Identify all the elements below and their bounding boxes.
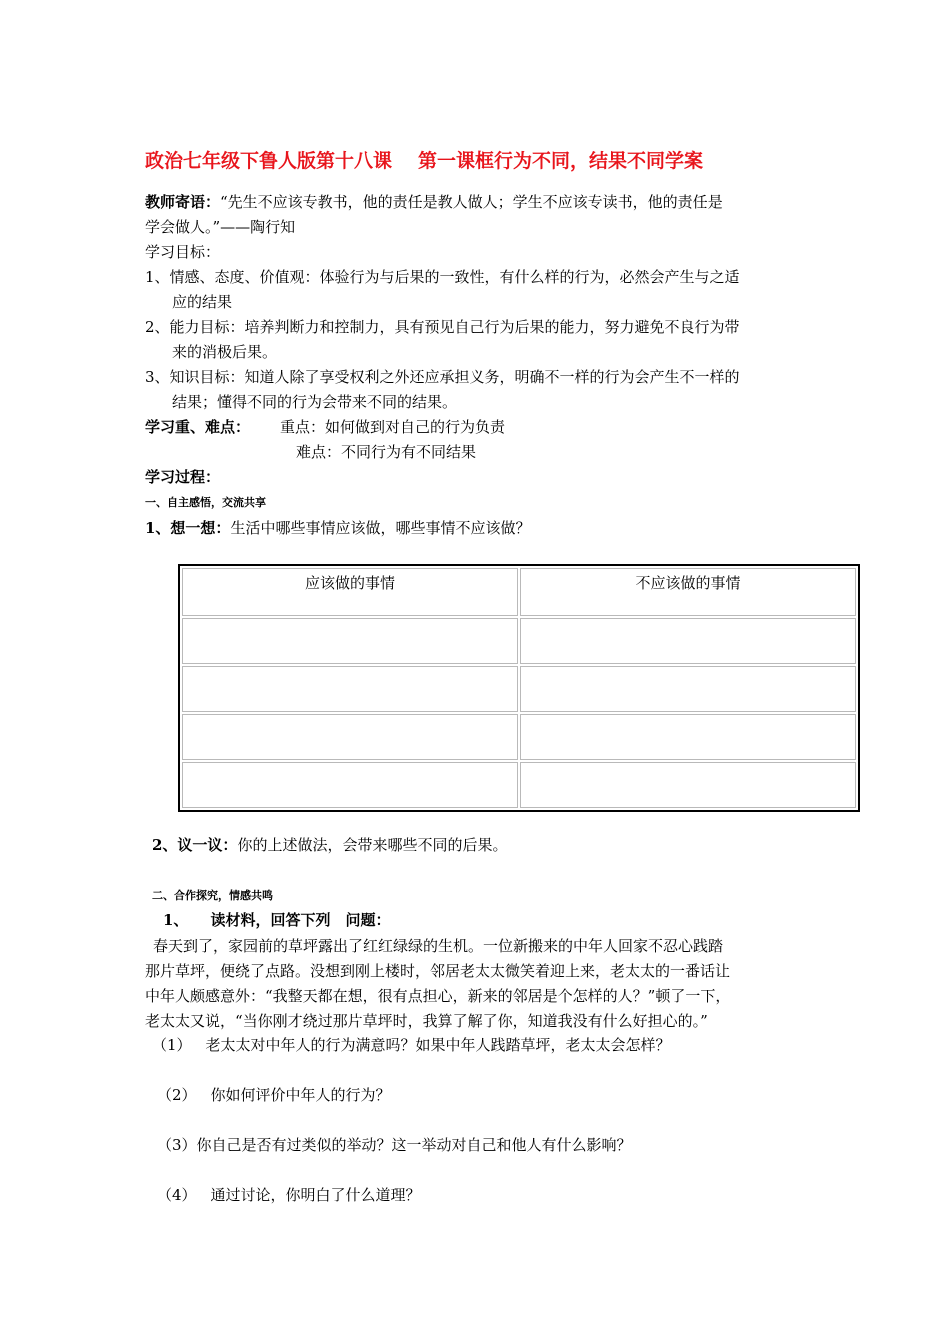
table-cell[interactable]: [520, 618, 856, 664]
table-row: [182, 618, 856, 664]
table-cell[interactable]: [182, 762, 518, 808]
table-row: [182, 714, 856, 760]
table-cell[interactable]: [182, 714, 518, 760]
table-header-should: 应该做的事情: [182, 568, 518, 616]
table-cell[interactable]: [182, 618, 518, 664]
sub-question-1: （1） 老太太对中年人的行为满意吗？如果中年人践踏草坪，老太太会怎样？: [152, 1036, 671, 1054]
title-part2: 第一课框行为不同，结果不同学案: [418, 150, 704, 172]
table-cell[interactable]: [520, 714, 856, 760]
section-2-heading: 二、合作探究，情感共鸣: [152, 889, 273, 902]
table-cell[interactable]: [182, 666, 518, 712]
story-line-1: 春天到了，家园前的草坪露出了红红绿绿的生机。一位新搬来的中年人回家不忍心践踏: [153, 937, 724, 955]
goal-2-line2: 来的消极后果。: [172, 343, 278, 361]
table-cell[interactable]: [520, 762, 856, 808]
goal-1-line2: 应的结果: [172, 293, 233, 311]
table-row: [182, 762, 856, 808]
section-1-heading: 一、自主感悟，交流共享: [145, 496, 266, 509]
table-header-row: [182, 568, 856, 616]
story-line-3: 中年人颇感意外：“我整天都在想，很有点担心，新来的邻居是个怎样的人？”顿了一下，: [145, 987, 731, 1005]
table-cell[interactable]: [520, 666, 856, 712]
story-line-4: 老太太又说，“当你刚才绕过那片草坪时，我算了解了你，知道我没有什么好担心的。”: [145, 1012, 708, 1030]
table-header-should-not: 不应该做的事情: [520, 568, 856, 616]
question-1-text: 生活中哪些事情应该做，哪些事情不应该做？: [230, 519, 531, 537]
page-title: [145, 150, 703, 174]
question-2: [152, 836, 507, 855]
table-row: [182, 666, 856, 712]
should-do-table: [178, 564, 860, 812]
question-2-text: 你的上述做法，会带来哪些不同的后果。: [237, 836, 508, 854]
goal-3-line2: 结果；懂得不同的行为会带来不同的结果。: [172, 393, 458, 411]
focus-difficulty: 难点：不同行为有不同结果: [296, 443, 477, 461]
sub-question-4: （4） 通过讨论，你明白了什么道理？: [157, 1186, 421, 1204]
sub-question-2: （2） 你如何评价中年人的行为？: [157, 1086, 391, 1104]
goal-1-line1: 1、情感、态度、价值观：体验行为与后果的一致性，有什么样的行为，必然会产生与之适: [145, 268, 740, 286]
title-part1: 政治七年级下鲁人版第十八课: [145, 150, 393, 172]
sub-question-3: （3）你自己是否有过类似的举动？这一举动对自己和他人有什么影响？: [157, 1136, 632, 1154]
reading-task-text: 读材料，回答下列 问题：: [210, 911, 391, 929]
focus-label: 学习重、难点：: [145, 418, 251, 436]
question-2-label: 2、议一议：: [152, 836, 238, 854]
teacher-words-label: 教师寄语：: [145, 193, 221, 211]
reading-task: [163, 911, 390, 930]
goals-heading: 学习目标：: [145, 243, 221, 261]
question-1: [145, 519, 530, 538]
goal-2-line1: 2、能力目标：培养判断力和控制力，具有预见自己行为后果的能力，努力避免不良行为带: [145, 318, 740, 336]
teacher-words-line2: 学会做人。”——陶行知: [145, 218, 296, 236]
story-line-2: 那片草坪，便绕了点路。没想到刚上楼时，邻居老太太微笑着迎上来，老太太的一番话让: [145, 962, 731, 980]
process-heading: 学习过程：: [145, 468, 221, 486]
teacher-words-line1: 教师寄语：“先生不应该专教书，他的责任是教人做人；学生不应该专读书，他的责任是: [145, 193, 723, 211]
focus-key-point: 重点：如何做到对自己的行为负责: [280, 418, 506, 436]
goal-3-line1: 3、知识目标：知道人除了享受权利之外还应承担义务，明确不一样的行为会产生不一样的: [145, 368, 740, 386]
reading-task-number: 1、: [163, 911, 189, 929]
question-1-label: 1、想一想：: [145, 519, 231, 537]
